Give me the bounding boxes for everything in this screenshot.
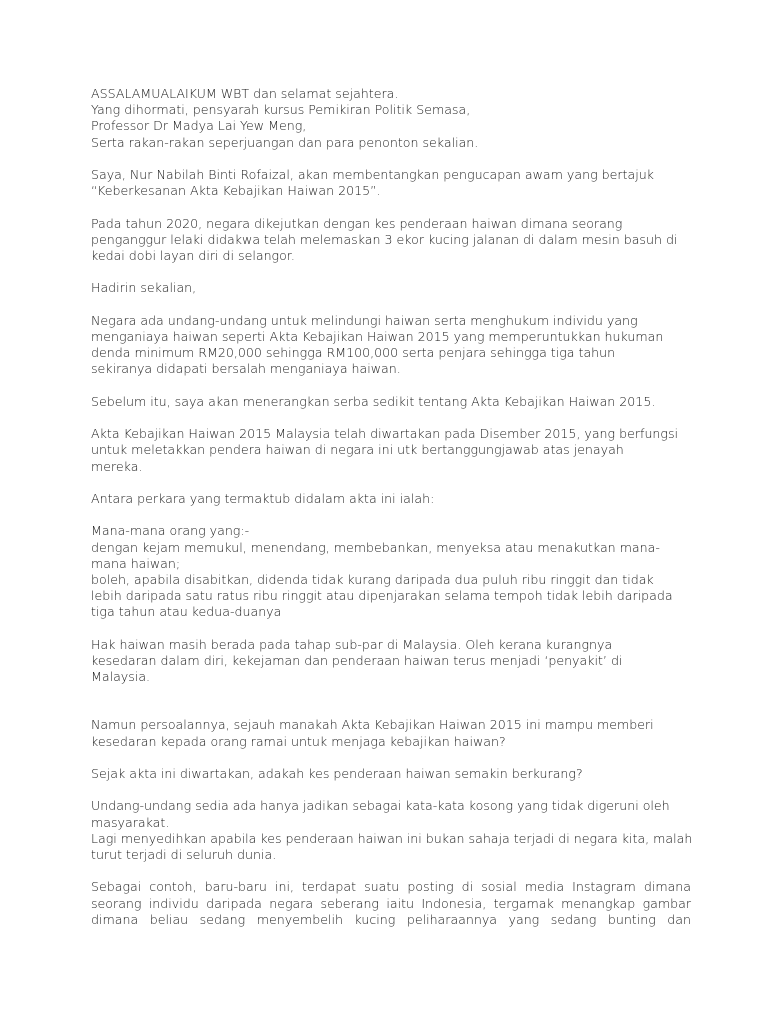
text-line: penganggur lelaki didakwa telah melemaskan 3 ekor kucing jalanan di dalam mesin basuh di — [91, 231, 678, 247]
text-line: Sejak akta ini diwartakan, adakah kes penderaan haiwan semakin berkurang? — [91, 765, 583, 781]
law-paragraph — [91, 313, 691, 378]
audience-address — [91, 280, 691, 296]
text-line: tiga tahun atau kedua-duanya — [91, 604, 282, 620]
explanation-intro — [91, 394, 691, 410]
text-line: sekiranya didapati bersalah menganiaya haiwan. — [91, 361, 401, 377]
act-gazetted-paragraph — [91, 426, 691, 475]
text-line: untuk meletakkan pendera haiwan di negara ini utk bertanggungjawab atas jenayah — [91, 442, 624, 458]
example-paragraph — [91, 879, 691, 928]
text-line: denda minimum RM20,000 sehingga RM100,000 serta penjara sehingga tiga tahun — [91, 345, 616, 361]
text-line: lebih daripada satu ratus ribu ringgit atau dipenjarakan selama tempoh tidak lebih daripada — [91, 588, 673, 604]
text-line: seorang individu daripada negara seberang iaitu Indonesia, tergamak menangkap gambar — [91, 895, 691, 911]
empty-words-paragraph — [91, 798, 691, 863]
text-line: Saya, Nur Nabilah Binti Rofaizal, akan membentangkan pengucapan awam yang bertajuk — [91, 167, 654, 182]
text-line: Namun persoalannya, sejauh manakah Akta Kebajikan Haiwan 2015 ini mampu memberi — [91, 717, 654, 733]
text-line: kesedaran kepada orang ramai untuk menjaga kebajikan haiwan? — [91, 733, 506, 749]
text-line: turut terjadi di seluruh dunia. — [91, 846, 277, 862]
introduction-paragraph — [91, 167, 691, 199]
text-line: Professor Dr Madya Lai Yew Meng, — [91, 118, 307, 134]
question-paragraph — [91, 717, 691, 749]
text-line: Mana-mana orang yang:- — [91, 523, 250, 539]
text-line: Yang dihormati, pensyarah kursus Pemikiran Politik Semasa, — [91, 102, 471, 118]
text-line: Sebelum itu, saya akan menerangkan serba sedikit tentang Akta Kebajikan Haiwan 2015. — [91, 393, 656, 409]
text-line: Serta rakan-rakan seperjuangan dan para penonton sekalian. — [91, 134, 479, 150]
text-line: Hadirin sekalian, — [91, 280, 197, 296]
text-line: masyarakat. — [91, 814, 170, 830]
text-line: Hak haiwan masih berada pada tahap sub-par di Malaysia. Oleh kerana kurangnya — [91, 636, 613, 652]
text-line: mana haiwan; — [91, 555, 181, 571]
text-line: Pada tahun 2020, negara dikejutkan dengan kes penderaan haiwan dimana seorang — [91, 215, 623, 231]
animal-rights-paragraph — [91, 637, 691, 686]
text-line: kesedaran dalam diri, kekejaman dan penderaan haiwan terus menjadi ‘penyakit’ di — [91, 652, 623, 668]
text-line: Antara perkara yang termaktub didalam akta ini ialah: — [91, 490, 435, 506]
text-line: boleh, apabila disabitkan, didenda tidak kurang daripada dua puluh ribu ringgit dan tidak — [91, 571, 654, 587]
text-line: kedai dobi layan diri di selangor. — [91, 248, 295, 263]
text-line: Sebagai contoh, baru-baru ini, terdapat suatu posting di sosial media Instagram dimana — [91, 879, 691, 895]
case-2020-paragraph — [91, 216, 691, 265]
text-line: Malaysia. — [91, 669, 151, 685]
act-contents-intro — [91, 491, 691, 507]
text-line: “Keberkesanan Akta Kebajikan Haiwan 2015”. — [91, 183, 381, 199]
text-line: Akta Kebajikan Haiwan 2015 Malaysia telah diwartakan pada Disember 2015, yang berfungsi — [91, 426, 679, 442]
text-line: mereka. — [91, 458, 143, 474]
text-line: dengan kejam memukul, menendang, membebankan, menyeksa atau menakutkan mana- — [91, 539, 660, 555]
text-line: dimana beliau sedang menyembelih kucing peliharaannya yang sedang bunting dan — [91, 911, 691, 927]
greeting-paragraph — [91, 86, 691, 151]
speech-text — [91, 86, 691, 944]
cases-decrease-question — [91, 766, 691, 782]
text-line: Negara ada undang-undang untuk melindungi haiwan serta menghukum individu yang — [91, 312, 638, 328]
text-line: Lagi menyedihkan apabila kes penderaan haiwan ini bukan sahaja terjadi di negara kita, malah — [91, 830, 693, 846]
text-line: ASSALAMUALAIKUM WBT dan selamat sejahtera. — [91, 86, 399, 101]
text-line: menganiaya haiwan seperti Akta Kebajikan Haiwan 2015 yang memperuntukkan hukuman — [91, 328, 664, 344]
text-line: Undang-undang sedia ada hanya jadikan sebagai kata-kata kosong yang tidak digeruni oleh — [91, 798, 670, 814]
act-provision-paragraph — [91, 523, 691, 620]
